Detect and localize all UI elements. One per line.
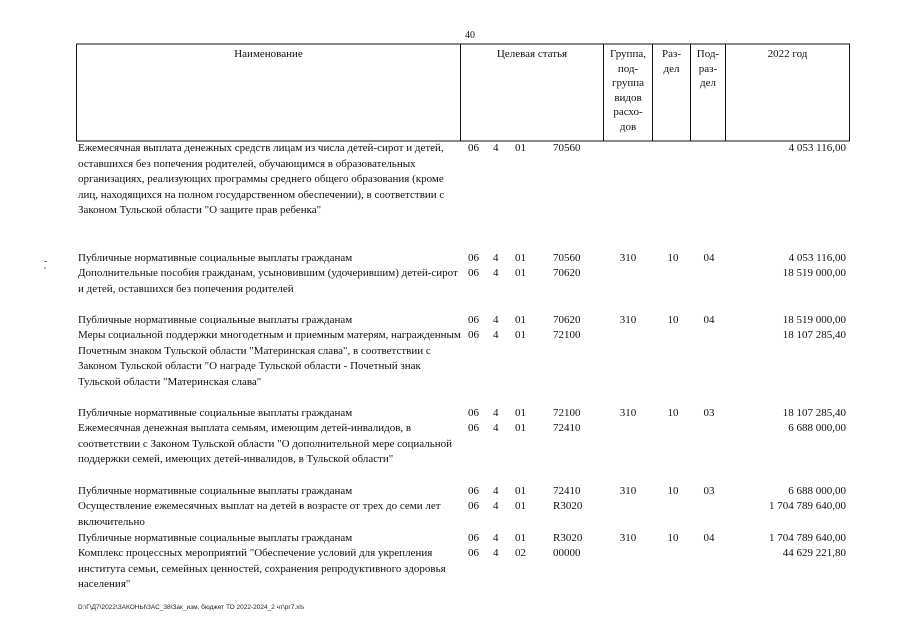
- row-code-program: 06: [468, 500, 479, 512]
- row-expense-group: 310: [619, 485, 637, 497]
- row-amount: 4 053 116,00: [788, 252, 846, 264]
- row-name: Публичные нормативные социальные выплаты гражданам: [78, 485, 353, 497]
- row-name: Публичные нормативные социальные выплаты гражданам: [78, 252, 353, 264]
- row-code-subprogram: 4: [493, 314, 499, 326]
- row-code-measure: 01: [515, 142, 526, 154]
- row-section: 10: [667, 532, 679, 544]
- row-subsection: 04: [703, 532, 715, 544]
- row-code-program: 06: [468, 547, 479, 559]
- row-code-measure: 01: [515, 314, 526, 326]
- row-amount: 4 053 116,00: [788, 142, 846, 154]
- row-section: 10: [667, 407, 679, 419]
- row-subsection: 04: [703, 252, 715, 264]
- row-code-measure: 01: [515, 532, 526, 544]
- row-amount: 6 688 000,00: [788, 422, 846, 434]
- row-code-program: 06: [468, 407, 479, 419]
- row-code-subprogram: 4: [493, 422, 499, 434]
- row-code-subprogram: 4: [493, 485, 499, 497]
- row-name: Ежемесячная денежная выплата семьям, имеющим детей-инвалидов, в соответствии с Законом Тульской области "О дополнительной мере социальной поддержки семей, имеющих детей-инвалидов, в Тульской области": [78, 422, 453, 465]
- row-code-direction: 70620: [553, 267, 581, 279]
- row-code-subprogram: 4: [493, 407, 499, 419]
- row-amount: 18 519 000,00: [782, 314, 846, 326]
- header-subsection: [691, 47, 725, 91]
- row-subsection: 03: [703, 407, 715, 419]
- header-group-line: группа: [611, 77, 645, 89]
- row-code-subprogram: 4: [493, 547, 499, 559]
- header-subsection-line: дел: [700, 77, 716, 89]
- row-code-program: 06: [468, 314, 479, 326]
- header-target-article: Целевая статья: [496, 48, 568, 60]
- row-code-measure: 01: [515, 485, 526, 497]
- scan-mark: -: [44, 256, 48, 267]
- row-code-measure: 02: [515, 547, 526, 559]
- header-group-line: Группа,: [610, 48, 646, 60]
- header-subsection-line: Под-: [696, 48, 720, 60]
- row-code-program: 06: [468, 267, 479, 279]
- row-code-program: 06: [468, 422, 479, 434]
- row-amount: 1 704 789 640,00: [769, 532, 846, 544]
- header-group-line: расхо-: [613, 106, 643, 118]
- row-expense-group: 310: [619, 314, 637, 326]
- row-amount: 18 107 285,40: [782, 329, 846, 341]
- row-code-direction: 70620: [553, 314, 581, 326]
- row-amount: 18 519 000,00: [782, 267, 846, 279]
- row-code-measure: 01: [515, 500, 526, 512]
- row-name: Меры социальной поддержки многодетным и приемным матерям, награжденным Почетным знаком Тульской области "Материнская слава", в соответствии с Законом Тульской области "О награде Тульской области - Почетный знак Тульской области "Материнская слава": [78, 329, 461, 388]
- row-code-subprogram: 4: [493, 329, 499, 341]
- row-code-subprogram: 4: [493, 500, 499, 512]
- header-group: [604, 47, 652, 134]
- row-code-program: 06: [468, 142, 479, 154]
- header-group-line: дов: [619, 120, 637, 133]
- row-code-program: 06: [468, 329, 479, 341]
- row-code-direction: 00000: [553, 547, 581, 559]
- header-group-line: видов: [614, 91, 642, 104]
- row-name: Ежемесячная выплата денежных средств лицам из числа детей-сирот и детей, оставшихся без попечения родителей, обучающимся в образовательных организациях, реализующих программы среднего общего образования (кроме лиц, находящихся на полном государственном обеспечении), в соответствии с Законом Тульской области "О защите прав ребенка": [78, 142, 445, 216]
- row-name: Публичные нормативные социальные выплаты гражданам: [78, 532, 353, 544]
- row-expense-group: 310: [619, 252, 637, 264]
- row-code-direction: R3020: [553, 532, 583, 544]
- header-section-line: дел: [663, 62, 680, 75]
- row-amount: 1 704 789 640,00: [769, 500, 846, 512]
- row-section: 10: [667, 485, 679, 497]
- row-section: 10: [667, 314, 679, 326]
- row-code-direction: 70560: [553, 252, 581, 264]
- row-subsection: 03: [703, 485, 715, 497]
- row-expense-group: 310: [619, 532, 637, 544]
- row-code-program: 06: [468, 485, 479, 497]
- row-subsection: 04: [703, 314, 715, 326]
- row-code-measure: 01: [515, 422, 526, 434]
- row-code-direction: R3020: [553, 500, 583, 512]
- row-code-direction: 72100: [553, 329, 581, 341]
- file-path-footer: D:\Г\Д7\2022\ЗАКОНЫ\ЗАС_38\Зак_изм. бюджет ТО 2022-2024_2 чт\рг7.xls: [78, 604, 305, 611]
- row-code-program: 06: [468, 532, 479, 544]
- row-code-direction: 72410: [553, 422, 581, 434]
- row-name: Комплекс процессных мероприятий "Обеспечение условий для укрепления института семьи, семейных ценностей, сохранения репродуктивного здоровья населения": [78, 547, 446, 590]
- row-amount: 18 107 285,40: [782, 407, 846, 419]
- row-code-direction: 70560: [553, 142, 581, 154]
- row-code-subprogram: 4: [493, 267, 499, 279]
- row-expense-group: 310: [619, 407, 637, 419]
- header-section: [653, 47, 690, 76]
- row-code-subprogram: 4: [493, 142, 499, 154]
- row-code-measure: 01: [515, 407, 526, 419]
- header-section-line: Раз-: [661, 48, 681, 60]
- row-name: Дополнительные пособия гражданам, усыновившим (удочерившим) детей-сирот и детей, оставшихся без попечения родителей: [78, 267, 458, 295]
- header-year: 2022 год: [767, 48, 808, 60]
- page-number: 40: [465, 30, 475, 41]
- row-amount: 44 629 221,80: [782, 547, 846, 559]
- row-name: Осуществление ежемесячных выплат на детей в возрасте от трех до семи лет включительно: [78, 500, 441, 528]
- row-code-measure: 01: [515, 329, 526, 341]
- row-code-measure: 01: [515, 267, 526, 279]
- header-name: Наименование: [234, 48, 303, 60]
- header-group-line: под-: [617, 62, 639, 75]
- header-subsection-line: раз-: [698, 62, 718, 75]
- row-name: Публичные нормативные социальные выплаты гражданам: [78, 407, 353, 419]
- row-amount: 6 688 000,00: [788, 485, 846, 497]
- row-code-program: 06: [468, 252, 479, 264]
- row-section: 10: [667, 252, 679, 264]
- scan-mark: ′: [44, 266, 47, 277]
- row-code-subprogram: 4: [493, 252, 499, 264]
- row-name: Публичные нормативные социальные выплаты гражданам: [78, 314, 353, 326]
- row-code-measure: 01: [515, 252, 526, 264]
- row-code-subprogram: 4: [493, 532, 499, 544]
- row-code-direction: 72100: [553, 407, 581, 419]
- row-code-direction: 72410: [553, 485, 581, 497]
